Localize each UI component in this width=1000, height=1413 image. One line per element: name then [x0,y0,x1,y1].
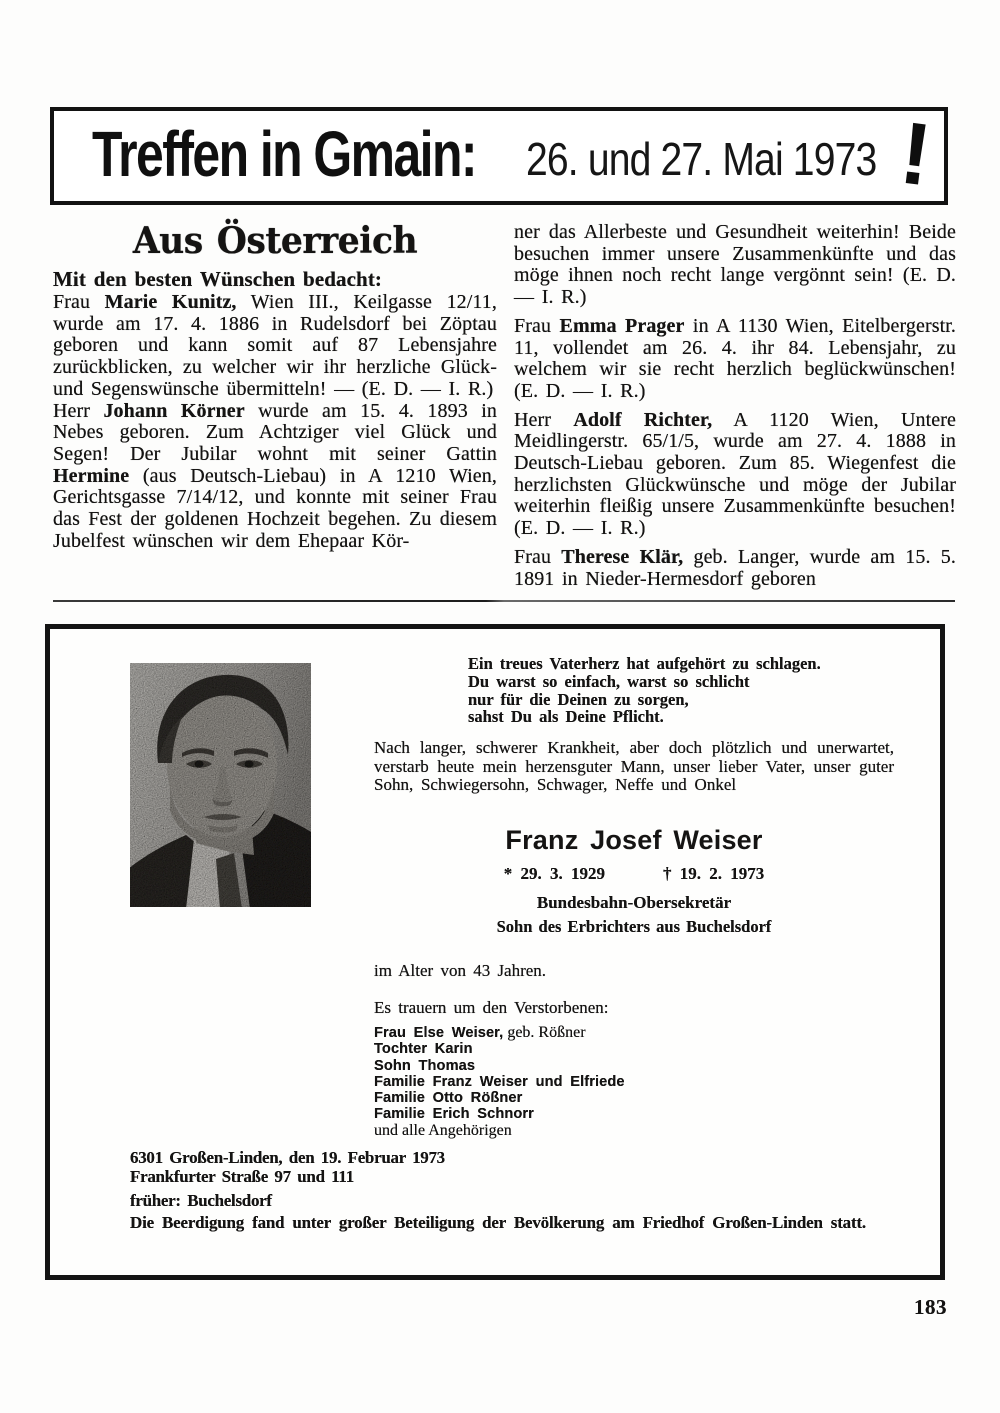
life-dates [374,864,894,884]
banner-exclamation-mark: ! [894,102,936,205]
news-column-right [514,222,956,597]
mourner-line: Frau Else Weiser, geb. Rößner [374,1024,586,1041]
mourner-line: Sohn Thomas [374,1057,476,1074]
news-paragraph-kunitz: Frau Marie Kunitz, Wien III., Keilgasse 12/11, wurde am 17. 4. 1886 in Rudelsdorf bei Zöptau geboren und kann somit auf 87 Lebensjahre zurückblicken, zu welcher wir ihr herzliche Glück- und Segenswünsche übermitteln! — (E. D. — I. R.) [53,291,497,400]
address-line: früher: Buchelsdorf [130,1191,272,1210]
mourner-line: und alle Angehörigen [374,1121,512,1139]
address-block [130,1149,445,1211]
mourner-line: Familie Otto Rößner [374,1090,523,1107]
news-column-left [53,222,497,552]
news-paragraph-prager: Frau Emma Prager in A 1130 Wien, Eitelbergerstr. 11, vollendet am 26. 4. ihr 84. Lebensjahr, zu welchem wir sie recht herzlich beglückwünschen! (E. D. — I. R.) [514,314,956,402]
mourner-line: Familie Franz Weiser und Elfriede [374,1073,625,1090]
birth-date: * 29. 3. 1929 [503,864,605,883]
address-line: Frankfurter Straße 97 und 111 [130,1166,354,1186]
address-line: 6301 Großen-Linden, den 19. Februar 1973 [130,1148,445,1167]
page-number: 183 [914,1295,947,1319]
death-date: † 19. 2. 1973 [663,864,765,883]
section-heading: Aus Österreich [132,220,418,262]
poem-line: Ein treues Vaterherz hat aufgehört zu schlagen. [468,654,821,673]
banner-title: Treffen in Gmain: [92,118,476,190]
section-divider [53,600,955,602]
news-paragraph-continuation: ner das Allerbeste und Gesundheit weiterhin! Beide besuchen immer unsere Zusammenkünfte und das möge ihnen noch recht lange vergönnt sein! (E. D. — I. R.) [514,221,956,309]
news-paragraph-koerner: Herr Johann Körner wurde am 15. 4. 1893 in Nebes geboren. Zum Achtziger viel Glück und Segen! Der Jubilar wohnt mit seiner Gattin Hermine (aus Deutsch-Liebau) in A 1210 Wien, Gerichtsgasse 7/14/12, und konnte mit seiner Frau das Fest der goldenen Hochzeit begehen. Zu diesem Jubelfest wünschen wir dem Ehepaar Kör- [53,399,497,552]
news-paragraph-klaer: Frau Therese Klär, geb. Langer, wurde am 15. 5. 1891 in Nieder-Hermesdorf geboren [514,545,956,590]
mourner-line: Tochter Karin [374,1041,473,1058]
banner-box [50,102,948,205]
mourners-list [374,1025,625,1139]
portrait-illustration [130,663,311,907]
poem-line: nur für die Deinen zu sorgen, [468,689,689,709]
age-line: im Alter von 43 Jahren. [374,961,547,980]
poem-line: Du warst so einfach, warst so schlicht [468,671,750,691]
obituary-notice [45,624,945,1280]
news-paragraph-richter: Herr Adolf Richter, A 1120 Wien, Untere Meidlingerstr. 65/1/5, wurde am 27. 4. 1888 in Deutsch-Liebau geboren. Zum 85. Wiegenfest die herzlichsten Glückwünsche und möge der Jubilar weiterhin fleißig unsere Zusammenkünfte besuchen! (E. D. — I. R.) [514,408,956,540]
mourner-line: Familie Erich Schnorr [374,1106,534,1123]
poem-line: sahst Du als Deine Pflicht. [468,707,664,727]
banner-date: 26. und 27. Mai 1973 [526,133,877,185]
deceased-name: Franz Josef Weiser [505,825,763,855]
mourners-intro: Es trauern um den Verstorbenen: [374,998,609,1017]
portrait-photo [130,663,311,907]
burial-note: Die Beerdigung fand unter großer Beteiligung der Bevölkerung am Friedhof Großen-Linden statt. [130,1213,866,1232]
obituary-intro: Nach langer, schwerer Krankheit, aber doch plötzlich und unerwartet, verstarb heute mein herzensguter Mann, unser lieber Vater, unser guter Sohn, Schwiegersohn, Schwager, Neffe und Onkel [374,738,894,795]
obituary-poem [468,655,908,726]
obituary-center-block [374,825,894,937]
section-subheading: Mit den besten Wünschen bedacht: [53,267,383,291]
deceased-profession: Bundesbahn-Obersekretär [536,893,732,912]
deceased-origin: Sohn des Erbrichters aus Buchelsdorf [496,917,772,936]
